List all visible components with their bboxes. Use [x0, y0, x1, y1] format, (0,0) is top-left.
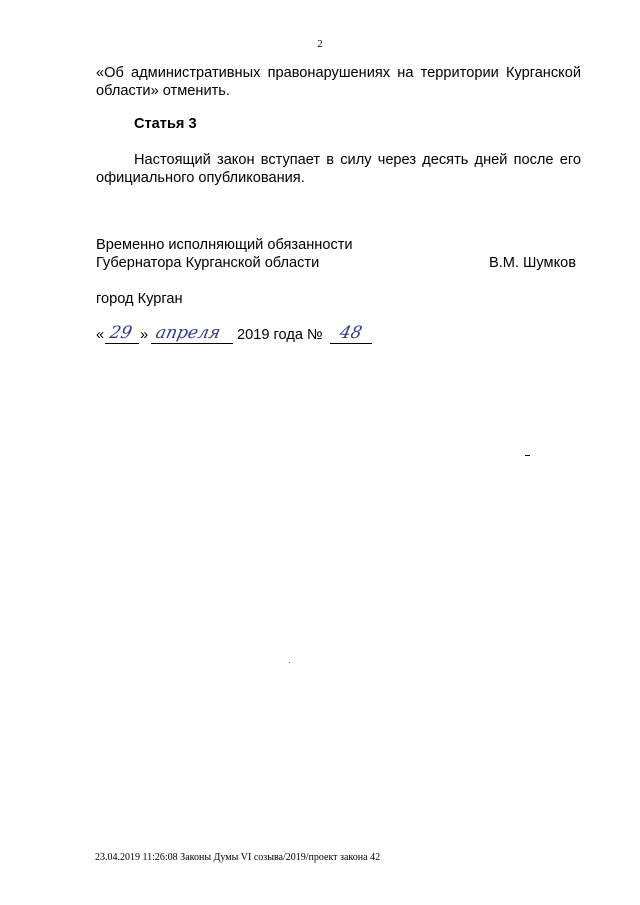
stray-dot-mark	[289, 662, 290, 663]
paragraph-effective-date: Настоящий закон вступает в силу через десять дней после его официального опубликования.	[96, 152, 581, 186]
page-number: 2	[317, 38, 323, 50]
handwritten-number: 48	[337, 323, 364, 343]
handwritten-month: апреля	[153, 323, 223, 343]
footer-file-info: 23.04.2019 11:26:08 Законы Думы VI созыва/2019/проект закона 42	[95, 852, 381, 863]
signature-title	[96, 236, 396, 272]
signatory-name: В.М. Шумков	[488, 255, 576, 271]
date-close-quote: »	[140, 327, 149, 343]
article-heading: Статья 3	[134, 116, 197, 132]
date-open-quote: «	[96, 327, 105, 343]
year-and-number-label: 2019 года №	[237, 327, 323, 343]
paragraph-repeal: «Об административных правонарушениях на территории Курганской области» отменить.	[96, 65, 581, 99]
stray-dash-mark	[525, 455, 530, 456]
signature-title-line-2: Губернатора Курганской области	[96, 255, 320, 271]
signature-title-line-1: Временно исполняющий обязанности	[96, 237, 353, 253]
handwritten-day: 29	[107, 323, 134, 343]
date-and-number-line	[96, 320, 396, 346]
place-of-signing: город Курган	[96, 291, 183, 307]
